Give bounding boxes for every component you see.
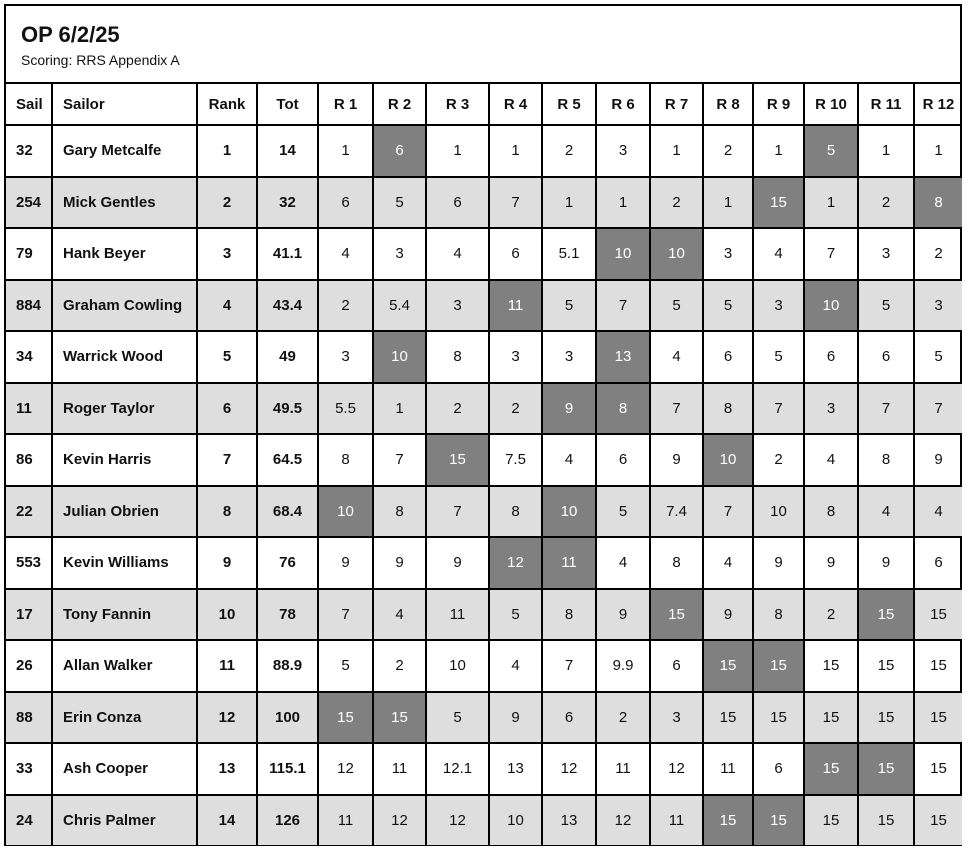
race-score: 4 [489,640,542,692]
rank-cell: 8 [197,486,257,538]
table-row [6,743,962,795]
race-score: 4 [542,434,596,486]
results-sheet [4,4,962,846]
rank-cell: 10 [197,589,257,641]
race-score: 15 [804,795,858,846]
table-row [6,692,962,744]
race-score: 6 [858,331,914,383]
race-score: 9.9 [596,640,650,692]
race-score: 7 [914,383,962,435]
table-row [6,486,962,538]
race-score: 3 [596,125,650,177]
race-score: 8 [373,486,426,538]
race-score: 2 [650,177,703,229]
total-cell: 43.4 [257,280,318,332]
race-score: 6 [596,434,650,486]
rank-cell: 2 [197,177,257,229]
race-score: 9 [596,589,650,641]
race-score: 15 [858,795,914,846]
race-score: 8 [753,589,804,641]
table-row [6,640,962,692]
race-score: 6 [650,640,703,692]
total-cell: 14 [257,125,318,177]
race-score: 4 [650,331,703,383]
race-score: 7 [753,383,804,435]
race-score: 4 [318,228,373,280]
race-score: 6 [914,537,962,589]
race-score: 3 [318,331,373,383]
rank-cell: 4 [197,280,257,332]
total-cell: 126 [257,795,318,846]
total-cell: 76 [257,537,318,589]
race-score-discarded: 13 [596,331,650,383]
race-score: 4 [426,228,489,280]
race-score: 6 [753,743,804,795]
race-score: 4 [703,537,753,589]
column-header-r2: R 2 [373,84,426,125]
race-score: 8 [650,537,703,589]
race-score: 3 [489,331,542,383]
column-header-sailor: Sailor [52,84,197,125]
sail-number: 17 [6,589,52,641]
race-score: 1 [318,125,373,177]
sail-number: 34 [6,331,52,383]
race-score: 2 [753,434,804,486]
race-score: 3 [373,228,426,280]
race-score: 2 [542,125,596,177]
race-score: 3 [753,280,804,332]
race-score-discarded: 15 [426,434,489,486]
total-cell: 49.5 [257,383,318,435]
race-score: 15 [914,743,962,795]
race-score: 11 [318,795,373,846]
race-score: 12 [596,795,650,846]
sail-number: 32 [6,125,52,177]
race-score: 1 [542,177,596,229]
rank-cell: 7 [197,434,257,486]
race-score: 7 [596,280,650,332]
race-score: 11 [703,743,753,795]
race-score: 6 [489,228,542,280]
race-score: 1 [650,125,703,177]
results-table [6,84,962,845]
race-score: 9 [489,692,542,744]
table-row [6,537,962,589]
race-score: 15 [753,692,804,744]
column-header-r12: R 12 [914,84,962,125]
race-score: 9 [858,537,914,589]
race-score: 3 [858,228,914,280]
race-score: 3 [804,383,858,435]
race-score: 1 [426,125,489,177]
race-score: 6 [804,331,858,383]
race-score-discarded: 15 [858,589,914,641]
sailor-name: Kevin Harris [52,434,197,486]
race-score: 5.4 [373,280,426,332]
race-score: 2 [914,228,962,280]
column-header-r5: R 5 [542,84,596,125]
race-score: 11 [373,743,426,795]
race-score-discarded: 10 [650,228,703,280]
column-header-r9: R 9 [753,84,804,125]
race-score: 8 [703,383,753,435]
race-score: 15 [703,692,753,744]
sailor-name: Gary Metcalfe [52,125,197,177]
race-score: 3 [650,692,703,744]
race-score: 6 [318,177,373,229]
race-score: 1 [914,125,962,177]
race-score-discarded: 5 [804,125,858,177]
total-cell: 78 [257,589,318,641]
sail-number: 22 [6,486,52,538]
race-score: 4 [596,537,650,589]
race-score-discarded: 12 [489,537,542,589]
sailor-name: Warrick Wood [52,331,197,383]
race-score-discarded: 15 [753,640,804,692]
total-cell: 32 [257,177,318,229]
sailor-name: Mick Gentles [52,177,197,229]
race-score: 10 [426,640,489,692]
race-score: 1 [489,125,542,177]
race-score: 8 [542,589,596,641]
race-score: 5 [318,640,373,692]
column-header-r7: R 7 [650,84,703,125]
race-score: 8 [489,486,542,538]
race-score-discarded: 9 [542,383,596,435]
rank-cell: 3 [197,228,257,280]
race-score: 15 [858,692,914,744]
race-score: 2 [373,640,426,692]
column-header-r11: R 11 [858,84,914,125]
race-score-discarded: 10 [542,486,596,538]
race-score-discarded: 15 [753,177,804,229]
sail-number: 33 [6,743,52,795]
race-score-discarded: 10 [804,280,858,332]
race-score-discarded: 15 [703,795,753,846]
race-score: 12 [542,743,596,795]
race-score: 12 [373,795,426,846]
race-score: 9 [753,537,804,589]
race-score: 13 [489,743,542,795]
rank-cell: 6 [197,383,257,435]
race-score: 15 [914,692,962,744]
sail-number: 254 [6,177,52,229]
race-score: 9 [373,537,426,589]
race-score-discarded: 15 [650,589,703,641]
race-score: 7.4 [650,486,703,538]
race-score: 11 [596,743,650,795]
rank-cell: 12 [197,692,257,744]
race-score: 4 [858,486,914,538]
race-score-discarded: 11 [542,537,596,589]
race-score: 3 [914,280,962,332]
race-score: 10 [489,795,542,846]
race-score: 8 [858,434,914,486]
race-score-discarded: 8 [596,383,650,435]
table-row [6,228,962,280]
race-score: 7 [489,177,542,229]
race-score: 8 [318,434,373,486]
sail-number: 24 [6,795,52,846]
column-header-sail: Sail [6,84,52,125]
sheet-header [6,6,960,84]
sail-number: 88 [6,692,52,744]
table-row [6,434,962,486]
race-score-discarded: 10 [703,434,753,486]
rank-cell: 13 [197,743,257,795]
race-score: 6 [426,177,489,229]
race-score: 4 [373,589,426,641]
race-score: 7 [318,589,373,641]
sailor-name: Graham Cowling [52,280,197,332]
race-score: 4 [914,486,962,538]
race-score: 1 [703,177,753,229]
race-score: 2 [426,383,489,435]
race-score: 2 [318,280,373,332]
race-score: 2 [596,692,650,744]
sailor-name: Tony Fannin [52,589,197,641]
race-score: 12.1 [426,743,489,795]
race-score: 1 [753,125,804,177]
race-score: 7 [650,383,703,435]
race-score: 3 [426,280,489,332]
total-cell: 49 [257,331,318,383]
race-score: 10 [753,486,804,538]
race-score-discarded: 15 [753,795,804,846]
results-body [6,125,962,845]
header-row [6,84,962,125]
race-score-discarded: 15 [804,743,858,795]
race-score: 7 [858,383,914,435]
sailor-name: Allan Walker [52,640,197,692]
race-score: 15 [914,640,962,692]
column-header-r4: R 4 [489,84,542,125]
race-score: 7 [542,640,596,692]
race-score: 11 [426,589,489,641]
race-score-discarded: 10 [596,228,650,280]
race-score: 9 [703,589,753,641]
rank-cell: 11 [197,640,257,692]
column-header-r1: R 1 [318,84,373,125]
race-score: 5 [542,280,596,332]
race-score: 5 [373,177,426,229]
table-row [6,383,962,435]
sail-number: 79 [6,228,52,280]
race-score-discarded: 15 [318,692,373,744]
sailor-name: Ash Cooper [52,743,197,795]
race-score: 12 [426,795,489,846]
total-cell: 88.9 [257,640,318,692]
race-score: 11 [650,795,703,846]
race-score-discarded: 8 [914,177,962,229]
race-score: 2 [858,177,914,229]
race-score: 5.5 [318,383,373,435]
race-score: 7 [426,486,489,538]
table-row [6,589,962,641]
race-score: 5 [753,331,804,383]
race-score: 7 [703,486,753,538]
race-score: 7.5 [489,434,542,486]
race-score: 5 [489,589,542,641]
rank-cell: 14 [197,795,257,846]
race-score: 5.1 [542,228,596,280]
race-score-discarded: 15 [703,640,753,692]
sailor-name: Kevin Williams [52,537,197,589]
total-cell: 64.5 [257,434,318,486]
table-row [6,795,962,846]
race-score: 2 [703,125,753,177]
race-score: 6 [703,331,753,383]
race-score: 4 [804,434,858,486]
sailor-name: Erin Conza [52,692,197,744]
total-cell: 100 [257,692,318,744]
race-score: 9 [804,537,858,589]
table-row [6,125,962,177]
column-header-r10: R 10 [804,84,858,125]
race-score: 5 [596,486,650,538]
race-score: 9 [650,434,703,486]
table-row [6,331,962,383]
race-score: 15 [914,589,962,641]
race-score: 9 [914,434,962,486]
total-cell: 115.1 [257,743,318,795]
sailor-name: Julian Obrien [52,486,197,538]
sail-number: 26 [6,640,52,692]
race-score-discarded: 10 [373,331,426,383]
sail-number: 86 [6,434,52,486]
race-score: 2 [804,589,858,641]
race-score-discarded: 10 [318,486,373,538]
race-score: 12 [318,743,373,795]
race-score: 1 [596,177,650,229]
race-score: 3 [703,228,753,280]
race-score: 12 [650,743,703,795]
column-header-r3: R 3 [426,84,489,125]
race-score: 15 [858,640,914,692]
column-header-r6: R 6 [596,84,650,125]
race-score: 5 [858,280,914,332]
column-header-tot: Tot [257,84,318,125]
sailor-name: Hank Beyer [52,228,197,280]
total-cell: 68.4 [257,486,318,538]
sail-number: 884 [6,280,52,332]
race-score: 13 [542,795,596,846]
race-score: 5 [703,280,753,332]
race-score: 7 [804,228,858,280]
race-score: 1 [858,125,914,177]
sailor-name: Chris Palmer [52,795,197,846]
race-score: 8 [426,331,489,383]
total-cell: 41.1 [257,228,318,280]
table-row [6,177,962,229]
table-row [6,280,962,332]
race-score-discarded: 11 [489,280,542,332]
race-score: 2 [489,383,542,435]
sailor-name: Roger Taylor [52,383,197,435]
race-score: 15 [804,692,858,744]
race-score: 3 [542,331,596,383]
column-header-rank: Rank [197,84,257,125]
race-score: 4 [753,228,804,280]
race-score: 9 [426,537,489,589]
race-score: 15 [914,795,962,846]
race-score: 5 [426,692,489,744]
column-header-r8: R 8 [703,84,753,125]
rank-cell: 1 [197,125,257,177]
rank-cell: 5 [197,331,257,383]
page-title: OP 6/2/25 [21,22,120,47]
sail-number: 553 [6,537,52,589]
race-score-discarded: 15 [373,692,426,744]
rank-cell: 9 [197,537,257,589]
race-score: 5 [914,331,962,383]
race-score: 1 [373,383,426,435]
race-score: 8 [804,486,858,538]
race-score: 9 [318,537,373,589]
race-score: 7 [373,434,426,486]
race-score-discarded: 6 [373,125,426,177]
sail-number: 11 [6,383,52,435]
race-score: 1 [804,177,858,229]
race-score: 15 [804,640,858,692]
scoring-subtitle: Scoring: RRS Appendix A [21,52,180,68]
race-score: 5 [650,280,703,332]
race-score: 6 [542,692,596,744]
race-score-discarded: 15 [858,743,914,795]
